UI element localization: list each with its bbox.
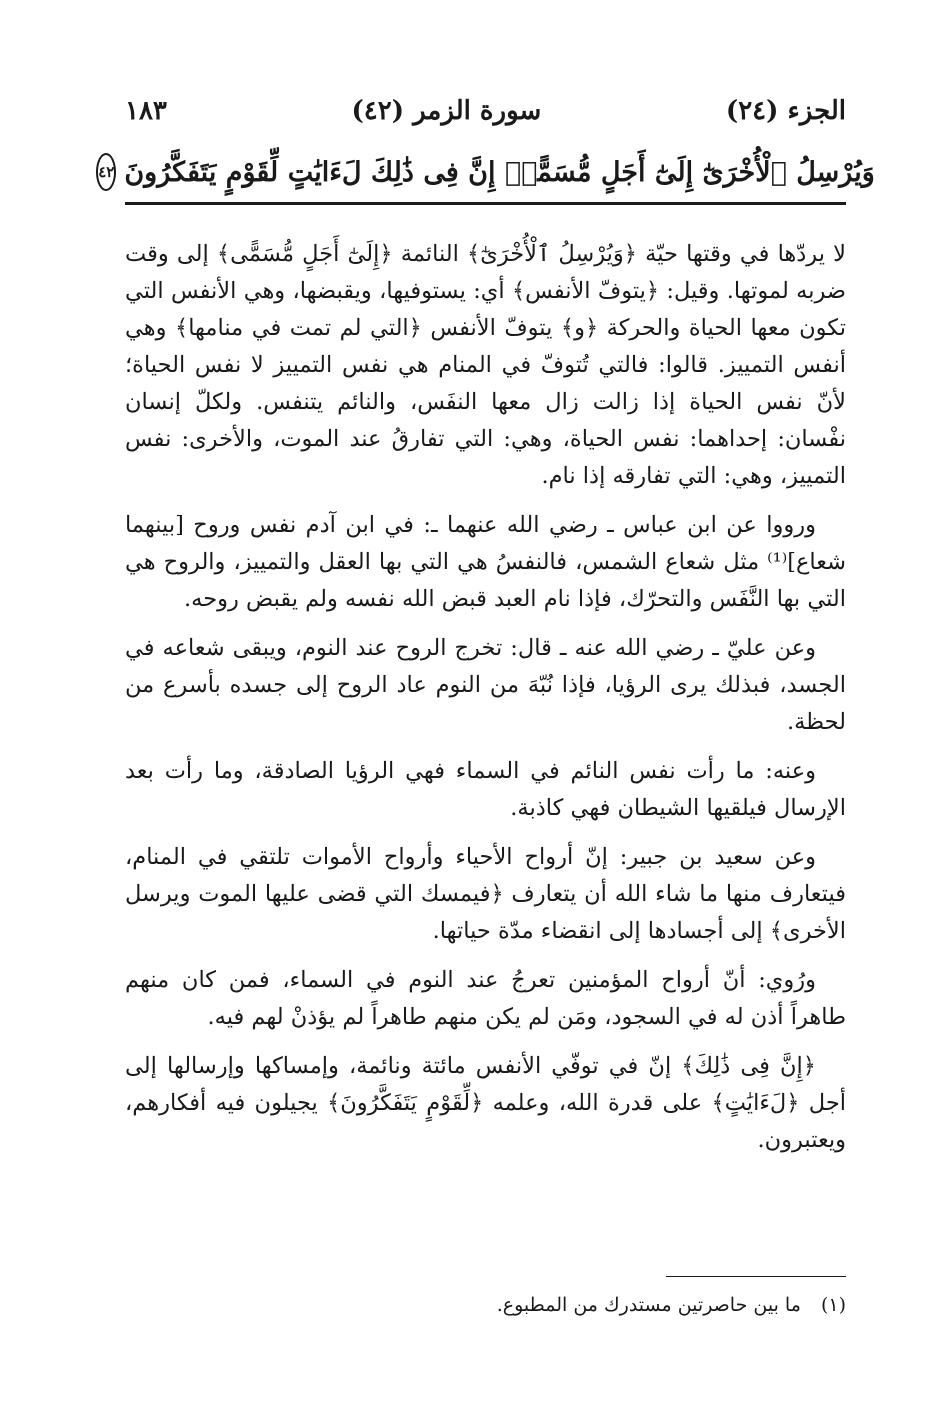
- paragraph-2: ورووا عن ابن عباس ـ رضي الله عنهما ـ: في ابن آدم نفس وروح [بينهما شعاع]⁽¹⁾ مثل شعاع الشمس، فالنفسُ هي التي بها العقل والتمييز، والروح هي التي بها النَّفَس والتحرّك، فإذا نام العبد قبض الله نفسه ولم يقبض روحه.: [125, 512, 846, 612]
- paragraph-4: وعنه: ما رأت نفس النائم في السماء فهي الرؤيا الصادقة، وما رأت بعد الإرسال فيلقيها الشيطان فهي كاذبة.: [125, 758, 846, 821]
- footnote-number: (١): [820, 1294, 846, 1316]
- commentary-body: [125, 236, 846, 1171]
- verse-text: وَيُرْسِلُ ٱلْأُخْرَىٰٓ إِلَىٰٓ أَجَلٍ مُّسَمًّىۚ إِنَّ فِى ذَٰلِكَ لَءَايَٰتٍ لِّقَوْمٍ يَتَفَكَّرُونَ: [124, 156, 875, 188]
- surah-title: سورة الزمر (٤٢): [351, 96, 542, 126]
- paragraph-7: ﴿إِنَّ فِى ذَٰلِكَ﴾ إنّ في توفّي الأنفس مائتة ونائمة، وإمساكها وإرسالها إلى أجل ﴿لَءَايَٰتٍ﴾ على قدرة الله، وعلمه ﴿لِّقَوْمٍ يَتَفَكَّرُونَ﴾ يجيلون فيه أفكارهم، ويعتبرون.: [125, 1053, 846, 1153]
- paragraph-6: ورُوي: أنّ أرواح المؤمنين تعرجُ عند النوم في السماء، فمن كان منهم طاهراً أذن له في السجود، ومَن لم يكن منهم طاهراً لم يؤذنْ لهم فيه.: [125, 967, 846, 1030]
- paragraph-3: وعن عليّ ـ رضي الله عنه ـ قال: تخرج الروح عند النوم، ويبقى شعاعه في الجسد، فبذلك يرى الرؤيا، فإذا نُبّهَ من النوم عاد الروح إلى جسده بأسرع من لحظة.: [125, 635, 846, 735]
- footnote: [125, 1290, 846, 1320]
- page-header: [125, 88, 846, 134]
- juz-label: الجزء (٢٤): [725, 96, 846, 126]
- ayah-number-marker: ٤٢: [96, 153, 116, 191]
- page-number: ١٨٣: [125, 96, 167, 126]
- footnote-divider: [666, 1276, 846, 1277]
- verse-banner: [98, 148, 875, 196]
- footnote-text: ما بين حاصرتين مستدرك من المطبوع.: [496, 1294, 801, 1316]
- paragraph-1: لا يردّها في وقتها حيّة ﴿وَيُرْسِلُ ٱلْأُخْرَىٰٓ﴾ النائمة ﴿إِلَىٰٓ أَجَلٍ مُّسَمًّى﴾ إلى وقت ضربه لموتها. وقيل: ﴿يتوفّ الأنفس﴾ أي: يستوفيها، ويقبضها، وهي الأنفس التي تكون معها الحياة والحركة ﴿و﴾ يتوفّ الأنفس ﴿التي لم تمت في منامها﴾ وهي أنفس التمييز. قالوا: فالتي تُتوفّ في المنام هي نفس التمييز لا نفس الحياة؛ لأنّ نفس الحياة إذا زالت زال معها النفَس، والنائم يتنفس. ولكلّ إنسان نفْسان: إحداهما: نفس الحياة، وهي: التي تفارقُ عند الموت، والأخرى: نفس التمييز، وهي: التي تفارقه إذا نام.: [125, 241, 846, 489]
- header-divider: [125, 202, 846, 205]
- paragraph-5: وعن سعيد بن جبير: إنّ أرواح الأحياء وأرواح الأموات تلتقي في المنام، فيتعارف منها ما شاء الله أن يتعارف ﴿فيمسك التي قضى عليها الموت ويرسل الأخرى﴾ إلى أجسادها إلى انقضاء مدّة حياتها.: [125, 844, 846, 944]
